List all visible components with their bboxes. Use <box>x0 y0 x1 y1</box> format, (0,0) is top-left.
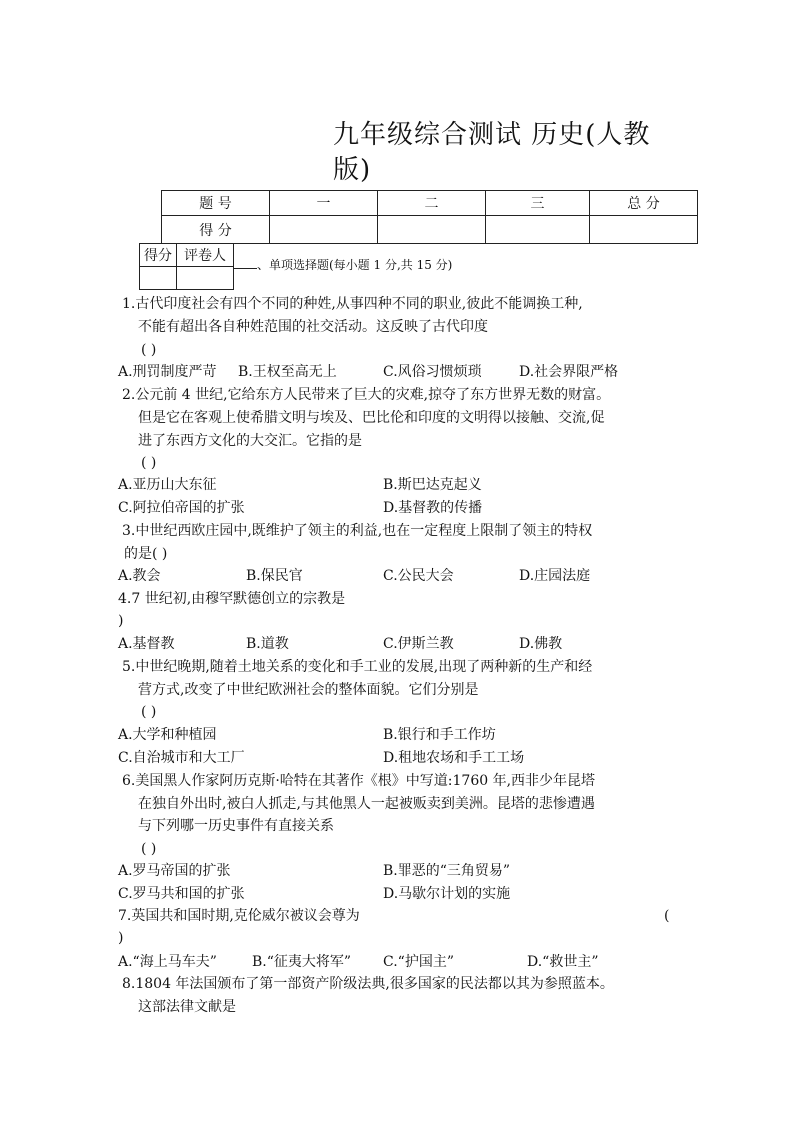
question-3-line-1: 3.中世纪西欧庄园中,既维护了领主的利益,也在一定程度上限制了领主的特权 <box>122 523 593 539</box>
exam-title-line2: 版) <box>333 155 372 185</box>
rater-score-label: 得分 <box>140 244 177 267</box>
question-7-option-a: A.“海上马车夫” <box>118 954 217 970</box>
question-5-option-b: B.银行和手工作坊 <box>383 727 496 743</box>
question-7-blank-close: ) <box>118 930 124 946</box>
question-2-option-a: A.亚历山大东征 <box>118 477 217 493</box>
question-1-line-1: 1.古代印度社会有四个不同的种姓,从事四种不同的职业,彼此不能调换工种, <box>122 296 583 312</box>
score-header-cell: 二 <box>378 191 486 216</box>
question-6-answer-blank: ( ) <box>141 841 157 857</box>
score-cell <box>486 216 590 244</box>
question-4-option-d: D.佛教 <box>519 636 563 652</box>
question-3-option-c: C.公民大会 <box>383 568 454 584</box>
question-2-answer-blank: ( ) <box>141 455 157 471</box>
score-header-cell: 一 <box>270 191 378 216</box>
question-2-option-b: B.斯巴达克起义 <box>383 477 482 493</box>
rater-score-cell <box>140 267 177 290</box>
score-header-cell: 总 分 <box>590 191 698 216</box>
question-5-answer-blank: ( ) <box>141 704 157 720</box>
question-4-option-a: A.基督教 <box>118 636 175 652</box>
question-1-option-a: A.刑罚制度严苛 <box>118 364 217 380</box>
score-table-score-row <box>162 216 698 244</box>
question-7-blank-open: ( <box>664 908 670 924</box>
question-8-line-1: 8.1804 年法国颁布了第一部资产阶级法典,很多国家的民法都以其为参照蓝本。 <box>122 976 614 992</box>
score-header-cell: 三 <box>486 191 590 216</box>
question-2-option-d: D.基督教的传播 <box>383 500 483 516</box>
question-2-line-2: 但是它在客观上使希腊文明与埃及、巴比伦和印度的文明得以接触、交流,促 <box>138 410 605 426</box>
question-8-line-2: 这部法律文献是 <box>138 999 236 1015</box>
question-5-option-c: C.自治城市和大工厂 <box>118 750 245 766</box>
question-6-option-d: D.马歇尔计划的实施 <box>383 886 511 902</box>
question-1-line-2: 不能有超出各自种姓范围的社交活动。这反映了古代印度 <box>138 319 488 335</box>
question-4-line-2: ) <box>118 613 124 629</box>
question-1-option-d: D.社会界限严格 <box>519 364 619 380</box>
score-cell <box>590 216 698 244</box>
question-1-option-b: B.王权至高无上 <box>238 364 337 380</box>
exam-title-line1: 九年级综合测试 历史(人教 <box>333 120 651 150</box>
score-cell <box>378 216 486 244</box>
question-1-answer-blank: ( ) <box>141 342 157 358</box>
question-4-line-1: 4.7 世纪初,由穆罕默德创立的宗教是 <box>118 591 346 607</box>
rater-name-label: 评卷人 <box>177 244 234 267</box>
score-cell <box>270 216 378 244</box>
question-5-option-a: A.大学和种植园 <box>118 727 217 743</box>
question-6-option-b: B.罪恶的“三角贸易” <box>383 863 511 879</box>
score-header-cell: 题 号 <box>162 191 270 216</box>
score-table-header-row <box>162 191 698 216</box>
question-5-line-2: 营方式,改变了中世纪欧洲社会的整体面貌。它们分别是 <box>138 682 479 698</box>
question-2-option-c: C.阿拉伯帝国的扩张 <box>118 500 245 516</box>
question-3-option-b: B.保民官 <box>246 568 303 584</box>
question-6-line-2: 在独自外出时,被白人抓走,与其他黑人一起被贩卖到美洲。昆塔的悲惨遭遇 <box>138 796 595 812</box>
rater-name-cell <box>177 267 234 290</box>
question-7-option-d: D.“救世主” <box>527 954 599 970</box>
question-2-line-3: 进了东西方文化的大交汇。它指的是 <box>138 433 362 449</box>
question-7-option-b: B.“征夷大将军” <box>252 954 352 970</box>
section-heading: 、单项选择题(每小题 1 分,共 15 分) <box>257 258 453 272</box>
question-6-option-a: A.罗马帝国的扩张 <box>118 863 231 879</box>
question-5-option-d: D.租地农场和手工工场 <box>383 750 525 766</box>
question-3-line-2: 的是( ) <box>124 546 168 562</box>
question-5-line-1: 5.中世纪晚期,随着土地关系的变化和手工业的发展,出现了两种新的生产和经 <box>122 659 593 675</box>
rater-box <box>139 243 234 290</box>
section-number-blank <box>233 268 257 269</box>
question-6-line-1: 6.美国黑人作家阿历克斯·哈特在其著作《根》中写道:1760 年,西非少年昆塔 <box>122 773 596 789</box>
question-3-option-d: D.庄园法庭 <box>519 568 591 584</box>
score-table <box>161 190 698 244</box>
question-1-option-c: C.风俗习惯烦琐 <box>383 364 482 380</box>
question-6-option-c: C.罗马共和国的扩张 <box>118 886 245 902</box>
question-6-line-3: 与下列哪一历史事件有直接关系 <box>138 818 334 834</box>
question-7-line-1: 7.英国共和国时期,克伦威尔被议会尊为 <box>118 908 360 924</box>
question-4-option-c: C.伊斯兰教 <box>383 636 454 652</box>
question-3-option-a: A.教会 <box>118 568 161 584</box>
question-2-line-1: 2.公元前 4 世纪,它给东方人民带来了巨大的灾难,掠夺了东方世界无数的财富。 <box>122 387 611 403</box>
question-7-option-c: C.“护国主” <box>383 954 454 970</box>
question-4-option-b: B.道教 <box>246 636 289 652</box>
score-row-label: 得 分 <box>162 216 270 244</box>
